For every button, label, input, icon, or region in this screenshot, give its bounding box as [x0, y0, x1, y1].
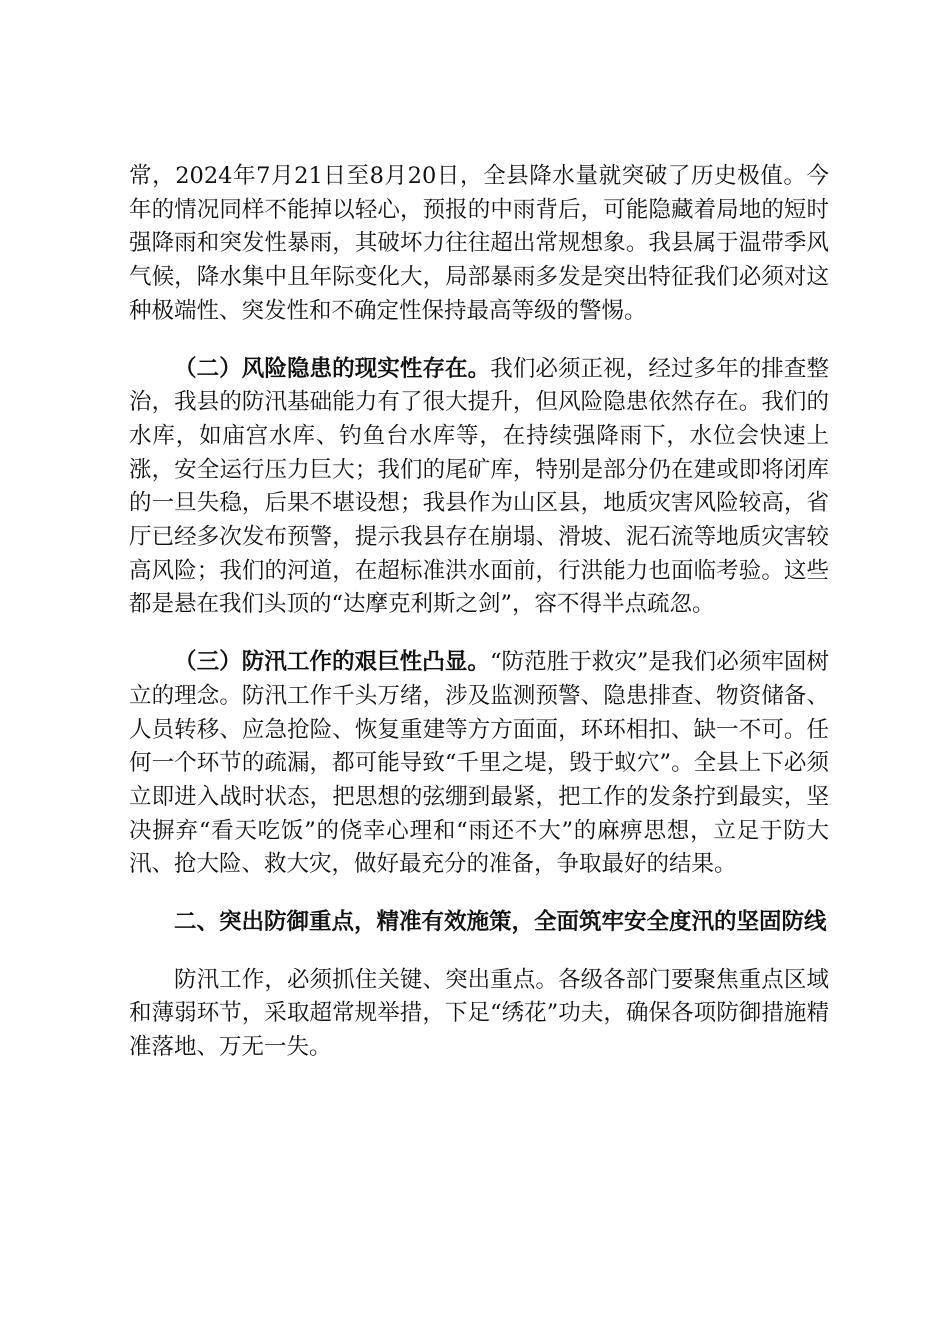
paragraph-gap	[129, 882, 829, 906]
paragraph-gap	[129, 940, 829, 964]
paragraph-key-points-text: 防汛工作，必须抓住关键、突出重点。各级各部门要聚焦重点区域和薄弱环节，采取超常规举措，下足“绣花”功夫，确保各项防御措施精准落地、万无一失。	[129, 966, 829, 1061]
subheading-arduous-work: （三）防汛工作的艰巨性凸显。	[174, 649, 490, 676]
paragraph-risk-hazards-text: 我们必须正视，经过多年的排查整治，我县的防汛基础能力有了很大提升，但风险隐患依然存在。我们的水库，如庙宫水库、钓鱼台水库等，在持续强降雨下，水位会快速上涨，安全运行压力巨大；我们的尾矿库，特别是部分仍在建或即将闭库的一旦失稳，后果不堪设想；我县作为山区县，地质灾害风险较高，省厅已经多次发布预警，提示我县存在崩塌、滑坡、泥石流等地质灾害较高风险；我们的河道，在超标准洪水面前，行洪能力也面临考验。这些都是悬在我们头顶的“达摩克利斯之剑”，容不得半点疏忽。	[129, 355, 829, 618]
document-body	[129, 160, 829, 1065]
paragraph-rainfall-text: 常，2024年7月21日至8月20日，全县降水量就突破了历史极值。今年的情况同样不能掉以轻心，预报的中雨背后，可能隐藏着局地的短时强降雨和突发性暴雨，其破坏力往往超出常规想象。我县属于温带季风气候，降水集中且年际变化大，局部暴雨多发是突出特征我们必须对这种极端性、突发性和不确定性保持最高等级的警惕。	[129, 163, 829, 324]
paragraph-key-points	[129, 964, 829, 1065]
paragraph-gap	[129, 329, 829, 353]
paragraph-risk-hazards	[129, 353, 829, 623]
section-heading-2: 二、突出防御重点，精准有效施策，全面筑牢安全度汛的坚固防线	[174, 909, 827, 936]
subheading-risk-hazards: （二）风险隐患的现实性存在。	[174, 355, 491, 382]
paragraph-gap	[129, 622, 829, 646]
paragraph-arduous-work-text: “防范胜于救灾”是我们必须牢固树立的理念。防汛工作千头万绪，涉及监测预警、隐患排查、物资储备、人员转移、应急抢险、恢复重建等方方面面，环环相扣、缺一不可。任何一个环节的疏漏，都可能导致“千里之堤，毁于蚁穴”。全县上下必须立即进入战时状态，把思想的弦绷到最紧，把工作的发条拧到最实，坚决摒弃“看天吃饭”的侥幸心理和“雨还不大”的麻痹思想，立足于防大汛、抢大险、救大灾，做好最充分的准备，争取最好的结果。	[129, 649, 829, 878]
paragraph-arduous-work	[129, 646, 829, 882]
paragraph-rainfall	[129, 160, 829, 329]
